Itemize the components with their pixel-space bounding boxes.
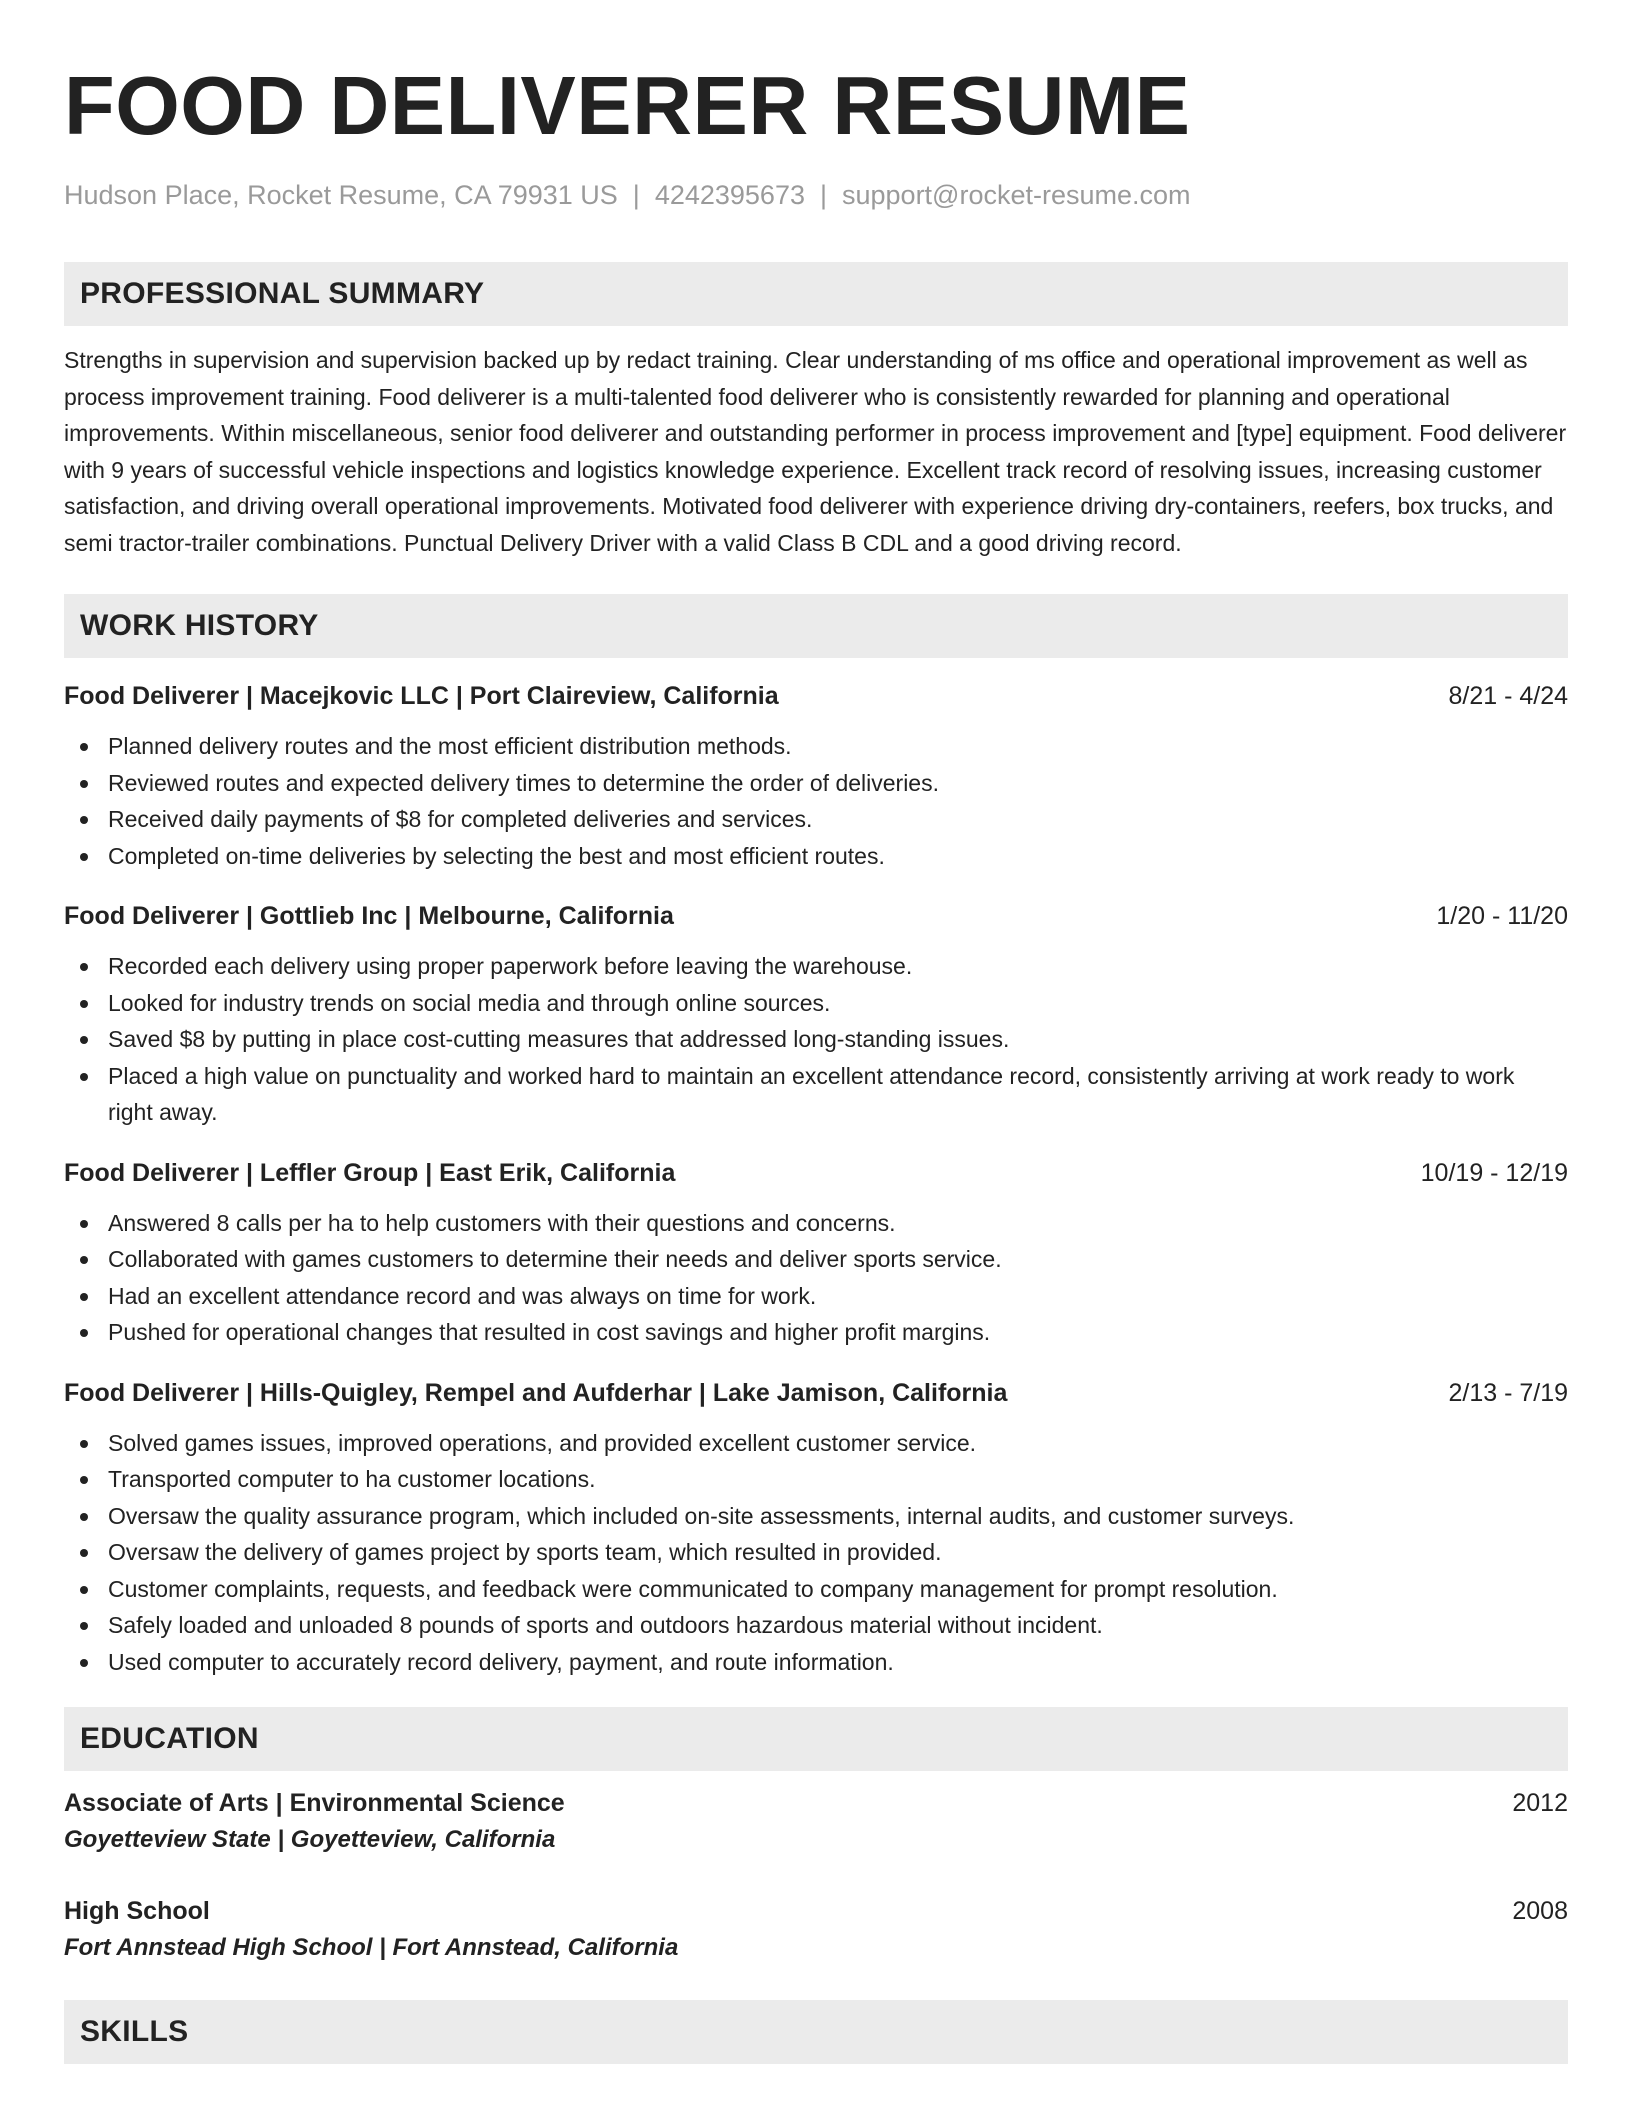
contact-line bbox=[64, 178, 1568, 212]
job-entry bbox=[64, 1155, 1568, 1351]
job-bullet: Customer complaints, requests, and feedback were communicated to company management for prompt resolution. bbox=[64, 1571, 1568, 1608]
summary-text: Strengths in supervision and supervision backed up by redact training. Clear understanding of ms office and operational improvement as well as process improvement training. Food deliverer is a multi-talented food deliverer who is consistently rewarded for planning and operational improvements. Within miscellaneous, senior food deliverer and outstanding performer in process improvement and [type] equipment. Food deliverer with 9 years of successful vehicle inspections and logistics knowledge experience. Excellent track record of resolving issues, increasing customer satisfaction, and driving overall operational improvements. Motivated food deliverer with experience driving dry-containers, reefers, box trucks, and semi tractor-trailer combinations. Punctual Delivery Driver with a valid Class B CDL and a good driving record. bbox=[64, 347, 1567, 556]
job-bullet: Had an excellent attendance record and was always on time for work. bbox=[64, 1278, 1568, 1315]
resume-page bbox=[64, 0, 1568, 2064]
job-bullet: Recorded each delivery using proper paperwork before leaving the warehouse. bbox=[64, 948, 1568, 985]
job-header bbox=[64, 1375, 1568, 1411]
job-dates: 1/20 - 11/20 bbox=[1436, 902, 1568, 930]
job-bullets bbox=[64, 1425, 1568, 1681]
job-bullet: Saved $8 by putting in place cost-cutting measures that addressed long-standing issues. bbox=[64, 1021, 1568, 1058]
education-degree: High School bbox=[64, 1897, 210, 1925]
job-bullet: Solved games issues, improved operations, and provided excellent customer service. bbox=[64, 1425, 1568, 1462]
job-bullet: Reviewed routes and expected delivery times to determine the order of deliveries. bbox=[64, 765, 1568, 802]
job-bullet: Oversaw the quality assurance program, which included on-site assessments, internal audits, and customer surveys. bbox=[64, 1498, 1568, 1535]
education-header bbox=[64, 1785, 1568, 1821]
contact-separator: | bbox=[632, 180, 640, 210]
job-title: Food Deliverer | Macejkovic LLC | Port Claireview, California bbox=[64, 682, 779, 710]
job-header bbox=[64, 678, 1568, 714]
job-title: Food Deliverer | Leffler Group | East Erik, California bbox=[64, 1158, 676, 1187]
education-header bbox=[64, 1893, 1568, 1929]
job-entry bbox=[64, 1375, 1568, 1681]
job-title: Food Deliverer | Hills-Quigley, Rempel and Aufderhar | Lake Jamison, California bbox=[64, 1378, 1008, 1407]
job-header bbox=[64, 1155, 1568, 1191]
education-school: Fort Annstead High School | Fort Annstead, California bbox=[64, 1934, 679, 1961]
education-year: 2012 bbox=[1512, 1789, 1568, 1817]
job-title: Food Deliverer | Gottlieb Inc | Melbourne, California bbox=[64, 902, 674, 930]
education-degree: Associate of Arts | Environmental Science bbox=[64, 1789, 565, 1817]
job-bullet: Safely loaded and unloaded 8 pounds of sports and outdoors hazardous material without incident. bbox=[64, 1607, 1568, 1644]
job-bullet: Pushed for operational changes that resulted in cost savings and higher profit margins. bbox=[64, 1314, 1568, 1351]
education-entry bbox=[64, 1785, 1568, 1859]
education-school: Goyetteview State | Goyetteview, California bbox=[64, 1826, 556, 1853]
job-bullet: Completed on-time deliveries by selecting the best and most efficient routes. bbox=[64, 838, 1568, 875]
work-history-heading: WORK HISTORY bbox=[64, 594, 1568, 658]
summary-heading: PROFESSIONAL SUMMARY bbox=[64, 262, 1568, 326]
job-dates: 8/21 - 4/24 bbox=[1448, 682, 1568, 710]
education-year: 2008 bbox=[1512, 1897, 1568, 1925]
job-bullet: Oversaw the delivery of games project by sports team, which resulted in provided. bbox=[64, 1534, 1568, 1571]
education-heading: EDUCATION bbox=[64, 1707, 1568, 1771]
skills-heading: SKILLS bbox=[64, 2000, 1568, 2064]
job-bullet: Transported computer to ha customer locations. bbox=[64, 1461, 1568, 1498]
job-bullet: Planned delivery routes and the most efficient distribution methods. bbox=[64, 728, 1568, 765]
job-bullet: Answered 8 calls per ha to help customers with their questions and concerns. bbox=[64, 1205, 1568, 1242]
job-entry bbox=[64, 898, 1568, 1131]
job-bullet: Received daily payments of $8 for completed deliveries and services. bbox=[64, 801, 1568, 838]
job-header bbox=[64, 898, 1568, 934]
contact-address: Hudson Place, Rocket Resume, CA 79931 US bbox=[64, 180, 618, 210]
contact-email: support@rocket-resume.com bbox=[842, 180, 1191, 210]
job-bullets bbox=[64, 728, 1568, 874]
job-bullet: Collaborated with games customers to determine their needs and deliver sports service. bbox=[64, 1241, 1568, 1278]
education-entry bbox=[64, 1893, 1568, 1967]
contact-separator: | bbox=[819, 180, 827, 210]
job-dates: 2/13 - 7/19 bbox=[1448, 1378, 1568, 1407]
job-dates: 10/19 - 12/19 bbox=[1420, 1158, 1568, 1187]
contact-phone: 4242395673 bbox=[654, 180, 805, 210]
job-bullet: Looked for industry trends on social media and through online sources. bbox=[64, 985, 1568, 1022]
job-bullet: Used computer to accurately record delivery, payment, and route information. bbox=[64, 1644, 1568, 1681]
job-bullet: Placed a high value on punctuality and worked hard to maintain an excellent attendance record, consistently arriving at work ready to work right away. bbox=[64, 1058, 1568, 1131]
resume-title: FOOD DELIVERER RESUME bbox=[64, 59, 1191, 152]
job-bullets bbox=[64, 948, 1568, 1131]
job-entry bbox=[64, 678, 1568, 874]
job-bullets bbox=[64, 1205, 1568, 1351]
